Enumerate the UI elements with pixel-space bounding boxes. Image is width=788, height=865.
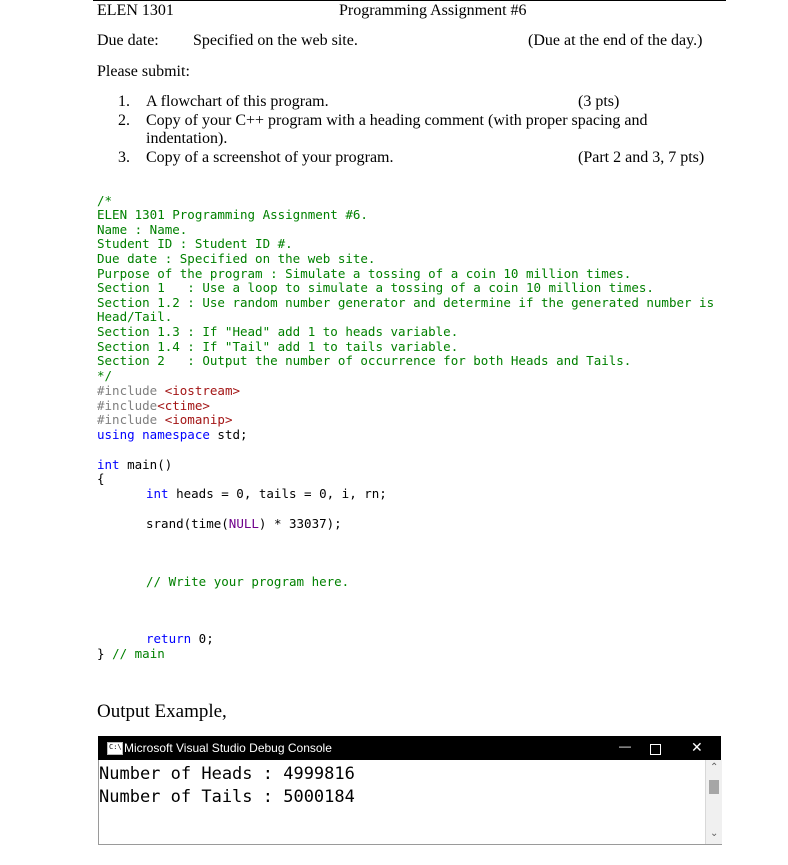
assignment-title: Programming Assignment #6 <box>339 2 527 19</box>
minimize-icon[interactable]: — <box>619 739 631 753</box>
variable-declaration: int heads = 0, tails = 0, i, rn; <box>146 486 387 501</box>
item-number: 1. <box>118 93 130 110</box>
console-line-heads: Number of Heads : 4999816 <box>99 764 355 784</box>
code-line: Purpose of the program : Simulate a tossing of a coin 10 million times. <box>97 265 632 281</box>
item-text: Copy of your C++ program with a heading comment (with proper spacing and <box>146 112 648 129</box>
code-line: */ <box>97 367 113 383</box>
item-points: (Part 2 and 3, 7 pts) <box>578 149 705 166</box>
console-titlebar[interactable] <box>98 736 721 760</box>
code-line: Head/Tail. <box>97 309 173 325</box>
code-line: Section 1 : Use a loop to simulate a tossing of a coin 10 million times. <box>97 280 654 296</box>
due-date-value: Specified on the web site. <box>193 32 358 49</box>
console-scrollbar[interactable] <box>705 760 722 844</box>
due-note: (Due at the end of the day.) <box>528 32 703 49</box>
maximize-icon[interactable] <box>650 744 661 755</box>
code-line: Section 1.3 : If "Head" add 1 to heads variable. <box>97 323 459 339</box>
open-brace: { <box>97 471 105 486</box>
code-line: Section 2 : Output the number of occurrence for both Heads and Tails. <box>97 353 632 369</box>
code-line: /* <box>97 192 113 208</box>
item-number: 3. <box>118 149 130 166</box>
item-text: A flowchart of this program. <box>146 93 329 110</box>
scroll-down-icon[interactable]: ⌄ <box>710 828 719 839</box>
console-output <box>98 760 722 845</box>
using-namespace: using namespace std; <box>97 427 248 442</box>
srand-call: srand(time(NULL) * 33037); <box>146 516 342 531</box>
course-code: ELEN 1301 <box>97 2 174 19</box>
write-program-comment: // Write your program here. <box>146 574 350 589</box>
submit-label: Please submit: <box>97 63 190 80</box>
heading-comment <box>97 179 714 398</box>
code-line: Section 1.2 : Use random number generator and determine if the generated number is <box>97 294 715 310</box>
item-text: indentation). <box>146 130 228 147</box>
console-line-tails: Number of Tails : 5000184 <box>99 787 355 807</box>
console-app-icon: C:\ <box>107 742 123 755</box>
item-text: Copy of a screenshot of your program. <box>146 149 394 166</box>
include-ctime: #include<ctime> <box>97 398 210 413</box>
item-points: (3 pts) <box>578 93 620 110</box>
top-rule <box>93 0 726 1</box>
console-title: Microsoft Visual Studio Debug Console <box>124 741 332 755</box>
include-iostream: #include <iostream> <box>97 383 240 398</box>
scroll-up-icon[interactable]: ⌃ <box>710 762 719 773</box>
scroll-thumb[interactable] <box>709 780 719 794</box>
include-iomanip: #include <iomanip> <box>97 412 233 427</box>
output-example-label: Output Example, <box>97 701 227 722</box>
code-line: Student ID : Student ID #. <box>97 236 293 252</box>
code-line: Due date : Specified on the web site. <box>97 250 376 266</box>
close-icon[interactable]: ✕ <box>691 739 703 755</box>
item-number: 2. <box>118 112 130 129</box>
code-line: Name : Name. <box>97 221 188 237</box>
close-brace: } // main <box>97 646 165 661</box>
code-line: Section 1.4 : If "Tail" add 1 to tails variable. <box>97 338 459 354</box>
main-signature: int main() <box>97 457 173 472</box>
due-date-label: Due date: <box>97 32 159 49</box>
return-statement: return 0; <box>146 631 214 646</box>
code-line: ELEN 1301 Programming Assignment #6. <box>97 207 368 223</box>
